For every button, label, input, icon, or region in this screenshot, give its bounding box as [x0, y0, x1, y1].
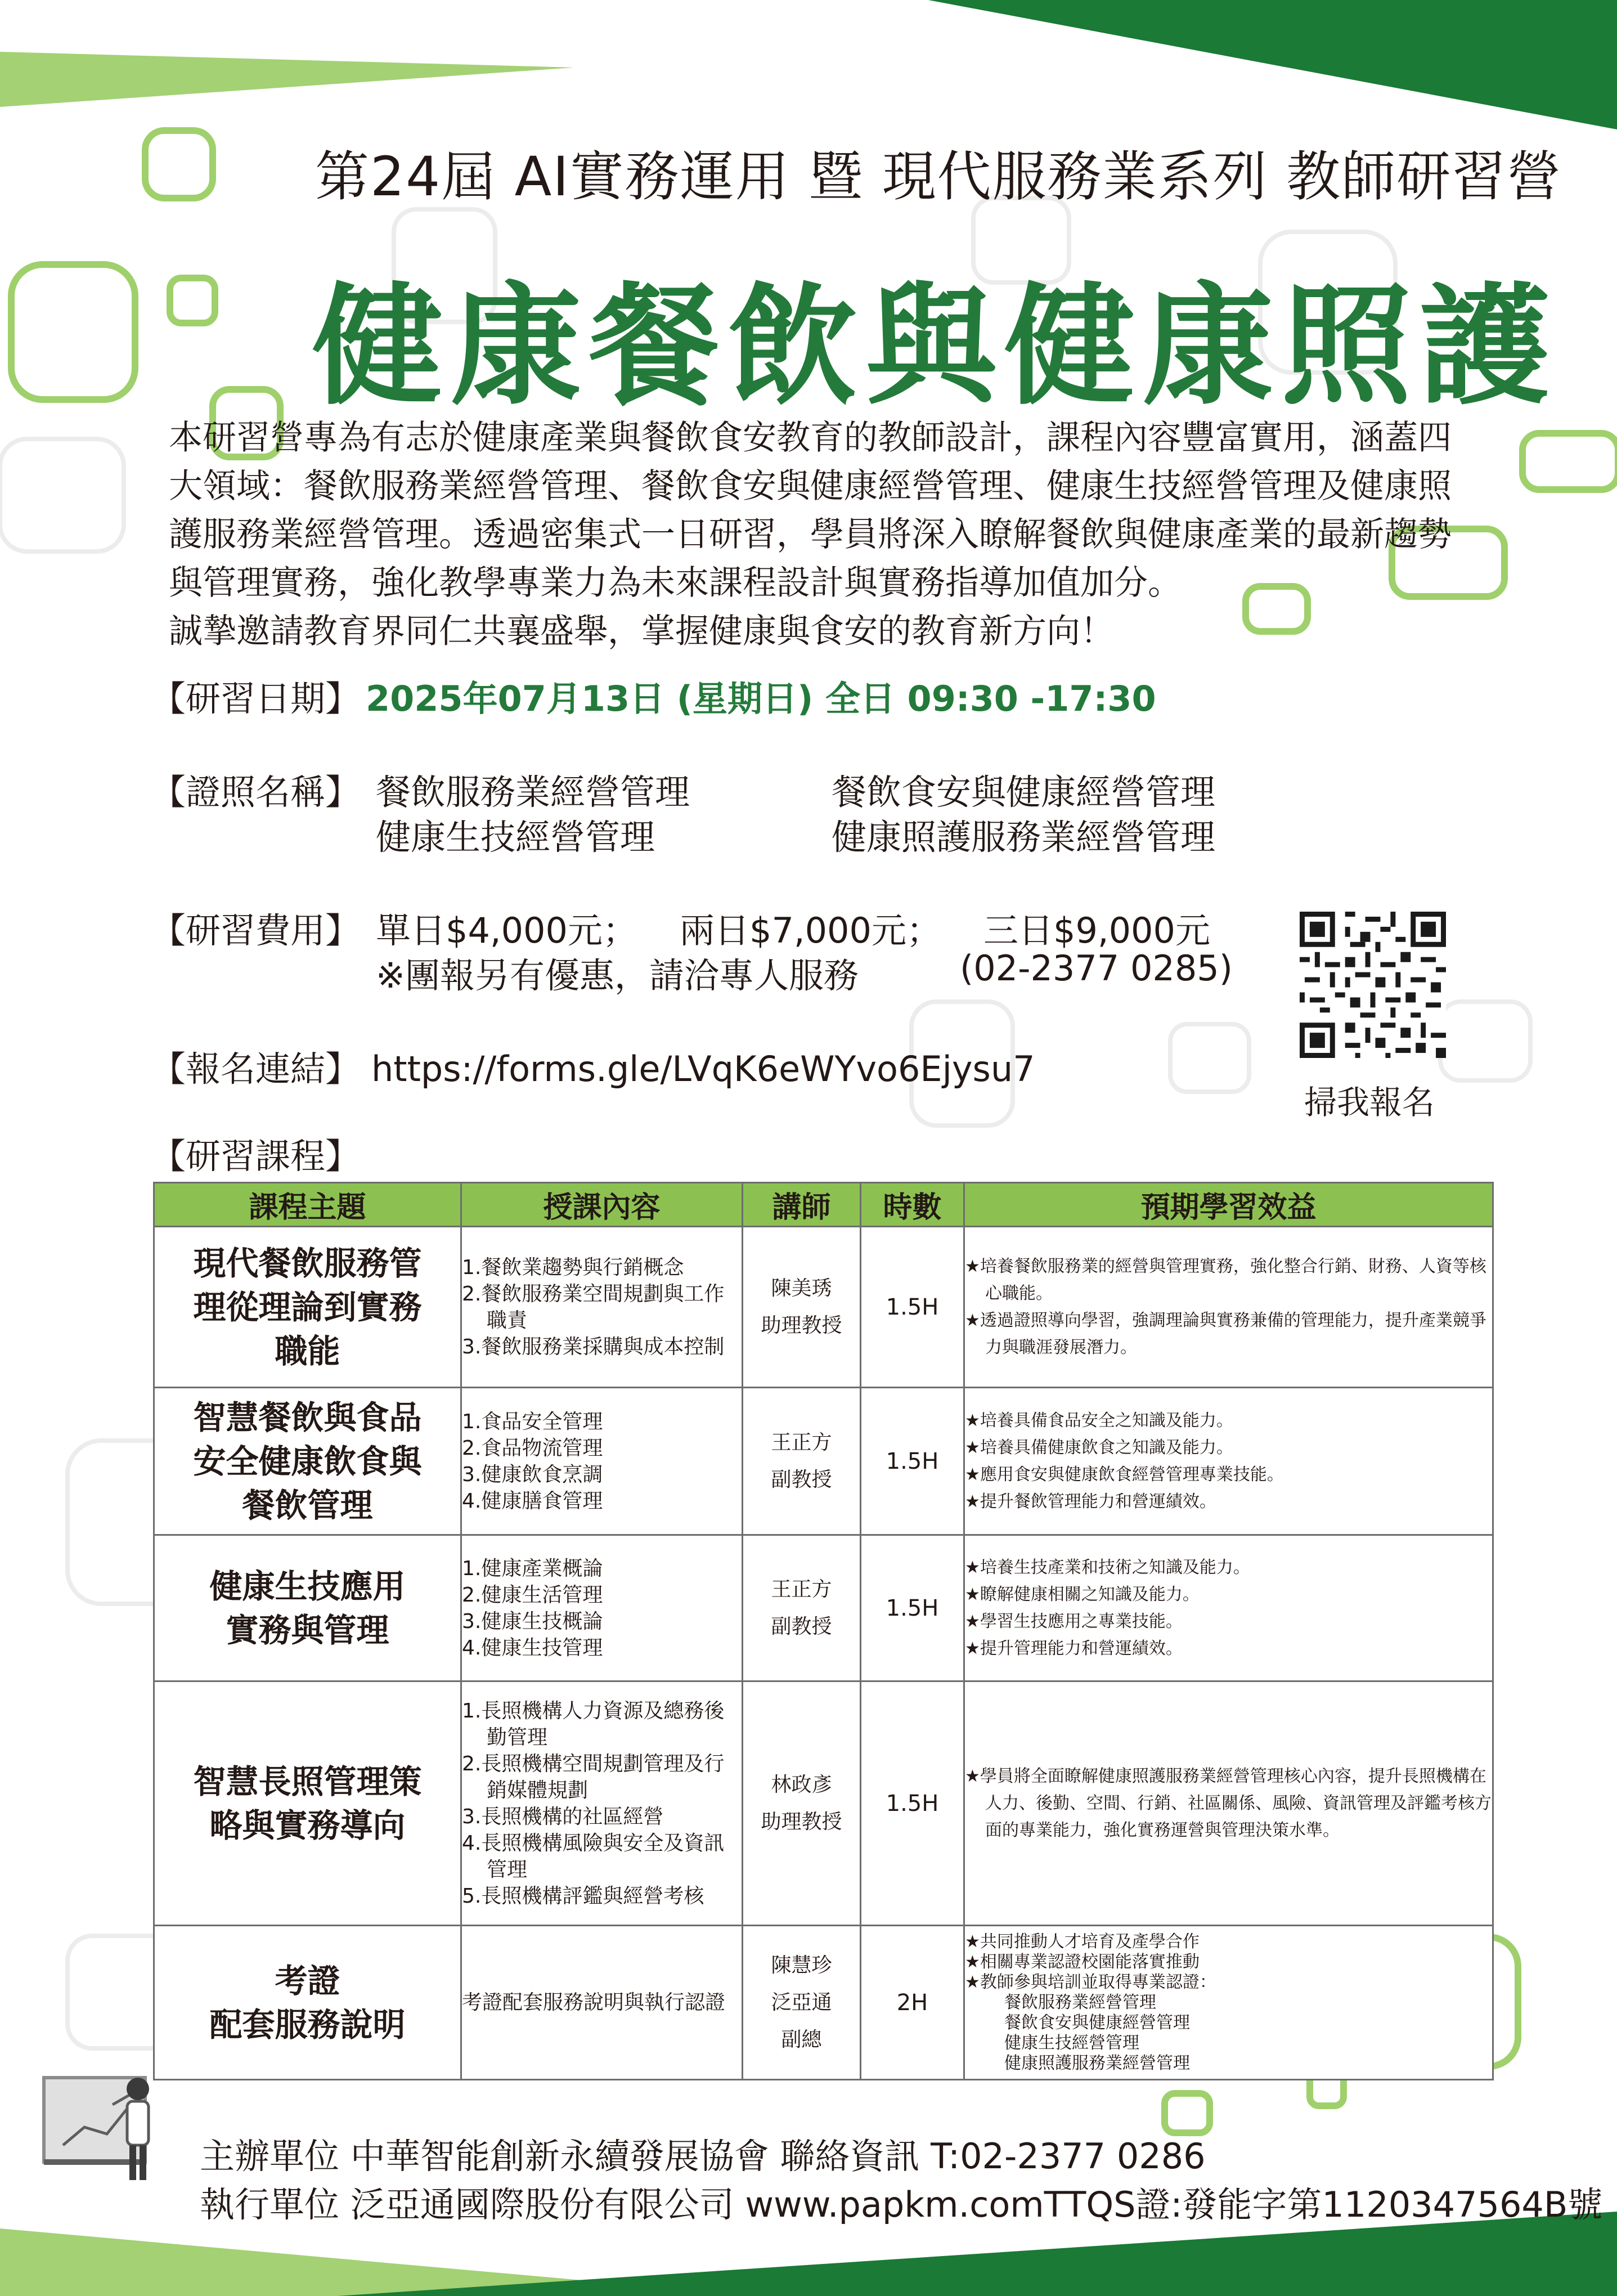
teacher-name: 陳美琇 [771, 1276, 832, 1300]
event-subtitle: 第24屆 AI實務運用 暨 現代服務業系列 教師研習營 [315, 145, 1562, 208]
topic-line: 考證 [275, 1961, 340, 2000]
content-item: 4.長照機構風險與安全及資訊管理 [462, 1831, 725, 1881]
content-item: 2.餐飲服務業空間規劃與工作職責 [462, 1282, 725, 1332]
topic-line: 配套服務說明 [209, 2005, 406, 2044]
course-topic [154, 1535, 461, 1681]
benefit-item: ★培養具備健康飲食之知識及能力。 [965, 1437, 1233, 1458]
course-topic [154, 1681, 461, 1926]
content-item: 考證配套服務說明與執行認證 [462, 1991, 726, 2014]
deco-square [145, 131, 213, 198]
benefit-item: ★教師參與培訓並取得專業認證： [965, 1972, 1216, 1992]
course-hours: 1.5H [861, 1388, 964, 1535]
topic-line: 智慧餐飲與食品 [193, 1398, 422, 1437]
content-item: 3.健康生技概論 [462, 1609, 603, 1633]
header-cell: 授課內容 [461, 1183, 743, 1227]
benefit-item: ★透過證照導向學習，強調理論與實務兼備的管理能力，提升產業競爭力與職涯發展潛力。 [965, 1310, 1486, 1357]
content-item: 3.健康飲食烹調 [462, 1463, 603, 1486]
page-title: 健康餐飲與健康照護 [312, 271, 1558, 423]
table-header-row [154, 1183, 1493, 1227]
fee-phone: (02-2377 0285) [960, 948, 1233, 989]
table-row [154, 1388, 1493, 1535]
qr-caption: 掃我報名 [1304, 1083, 1435, 1122]
deco-square [170, 278, 215, 323]
benefit-item: ★培養餐飲服務業的經營與管理實務，強化整合行銷、財務、人資等核心職能。 [965, 1256, 1486, 1303]
deco-square [1522, 433, 1617, 490]
faint-square [0, 439, 124, 551]
cert-label: 【證照名稱】 [151, 772, 361, 813]
header-cell: 預期學習效益 [964, 1183, 1493, 1227]
content-item: 2.食品物流管理 [462, 1436, 603, 1460]
course-benefits [964, 1926, 1493, 2080]
course-hours: 1.5H [861, 1227, 964, 1388]
courses-label: 【研習課程】 [151, 1136, 361, 1177]
content-item: 1.餐飲業趨勢與行銷概念 [462, 1255, 684, 1279]
benefit-sub-item: 餐飲食安與健康經營管理 [1004, 2012, 1190, 2033]
content-item: 4.健康生技管理 [462, 1636, 603, 1660]
topic-line: 略與實務導向 [209, 1806, 406, 1845]
teacher-title: 助理教授 [761, 1313, 842, 1337]
course-benefits [964, 1535, 1493, 1681]
date-value: 2025年07月13日 (星期日) 全日 09:30 -17:30 [366, 678, 1156, 719]
topic-line: 實務與管理 [226, 1611, 389, 1649]
content-item: 2.長照機構空間規劃管理及行銷媒體規劃 [462, 1752, 725, 1802]
cert-item: 健康生技經營管理 [376, 817, 655, 858]
topic-line: 理從理論到實務 [193, 1288, 422, 1326]
course-hours: 1.5H [861, 1535, 964, 1681]
course-teacher [743, 1388, 861, 1535]
teacher-name: 王正方 [771, 1430, 832, 1454]
benefit-item: ★培養具備食品安全之知識及能力。 [965, 1410, 1233, 1430]
fee-label: 【研習費用】 [151, 910, 361, 951]
benefit-item: ★應用食安與健康飲食經營管理專業技能。 [965, 1464, 1284, 1485]
teacher-title: 副教授 [771, 1615, 832, 1638]
content-item: 2.健康生活管理 [462, 1583, 603, 1607]
table-row [154, 1681, 1493, 1926]
topic-line: 智慧長照管理策 [193, 1762, 422, 1801]
topic-line: 健康生技應用 [209, 1567, 406, 1606]
course-teacher [743, 1535, 861, 1681]
benefit-item: ★共同推動人才培育及產學合作 [965, 1931, 1200, 1952]
teacher-name: 林政彥 [771, 1773, 832, 1796]
content-item: 5.長照機構評鑑與經營考核 [462, 1884, 704, 1908]
date-row [151, 671, 1156, 721]
benefit-item: ★學習生技應用之專業技能。 [965, 1611, 1183, 1631]
course-topic [154, 1926, 461, 2080]
topic-line: 安全健康飲食與 [193, 1442, 422, 1481]
benefit-item: ★培養生技產業和技術之知識及能力。 [965, 1557, 1250, 1577]
fee-single: 單日$4,000元； [376, 910, 637, 951]
course-benefits [964, 1388, 1493, 1535]
teacher-title: 副總 [781, 2028, 822, 2051]
benefit-item: ★相關專業認證校園能落實推動 [965, 1952, 1200, 1972]
topic-line: 餐飲管理 [242, 1486, 373, 1524]
benefit-sub-item: 健康照護服務業經營管理 [1004, 2053, 1190, 2073]
benefit-sub-item: 健康生技經營管理 [1004, 2033, 1139, 2053]
register-link[interactable]: https://forms.gle/LVqK6eWYvo6Ejysu7 [371, 1048, 1035, 1089]
deco-square [11, 264, 135, 400]
teacher-title: 副教授 [771, 1468, 832, 1491]
register-row [151, 1041, 1035, 1091]
cert-item: 餐飲服務業經營管理 [376, 772, 690, 813]
register-label: 【報名連結】 [151, 1048, 361, 1089]
faint-square [1440, 1002, 1530, 1080]
content-item: 3.餐飲服務業採購與成本控制 [462, 1335, 725, 1358]
benefit-item: ★提升餐飲管理能力和營運績效。 [965, 1491, 1216, 1512]
course-content [461, 1388, 743, 1535]
course-topic [154, 1388, 461, 1535]
intro-line: 與管理實務，強化教學專業力為未來課程設計與實務指導加值加分。 [169, 563, 1182, 603]
content-item: 4.健康膳食管理 [462, 1489, 603, 1513]
benefit-sub-item: 餐飲服務業經營管理 [1004, 1992, 1156, 2012]
table-row [154, 1926, 1493, 2080]
date-label: 【研習日期】 [151, 678, 361, 719]
content-item: 1.食品安全管理 [462, 1410, 603, 1433]
course-content [461, 1227, 743, 1388]
top-right-green-band [928, 0, 1617, 129]
fee-double: 兩日$7,000元； [680, 910, 941, 951]
teacher-name: 王正方 [771, 1577, 832, 1601]
content-item: 1.長照機構人力資源及總務後勤管理 [462, 1699, 725, 1749]
header-cell: 講師 [743, 1183, 861, 1227]
header-cell: 課程主題 [154, 1183, 461, 1227]
topic-line: 職能 [275, 1331, 340, 1370]
course-content [461, 1926, 743, 2080]
topic-line: 現代餐飲服務管 [193, 1244, 422, 1282]
teacher-title: 助理教授 [761, 1810, 842, 1833]
benefit-item: ★學員將全面瞭解健康照護服務業經營管理核心內容，提升長照機構在人力、後勤、空間、行銷、社區關係、風險、資訊管理及評鑑考核方面的專業能力，強化實務運營與管理決策水準。 [965, 1766, 1492, 1840]
cert-item: 餐飲食安與健康經營管理 [832, 772, 1216, 813]
intro-line: 大領域：餐飲服務業經營管理、餐飲食安與健康經營管理、健康生技經營管理及健康照 [169, 467, 1452, 506]
course-content [461, 1681, 743, 1926]
course-table [153, 1182, 1494, 2080]
cert-item: 健康照護服務業經營管理 [832, 817, 1216, 858]
table-row [154, 1535, 1493, 1681]
table-row [154, 1227, 1493, 1388]
benefit-item: ★提升管理能力和營運績效。 [965, 1638, 1183, 1658]
intro-line: 本研習營專為有志於健康產業與餐飲食安教育的教師設計，課程內容豐富實用，涵蓋四 [169, 418, 1452, 458]
course-teacher [743, 1227, 861, 1388]
registration-qr-code[interactable] [1300, 912, 1446, 1058]
header-cell: 時數 [861, 1183, 964, 1227]
fee-triple: 三日$9,000元 [983, 910, 1210, 951]
benefit-item: ★瞭解健康相關之知識及能力。 [965, 1584, 1200, 1604]
course-topic [154, 1227, 461, 1388]
content-item: 3.長照機構的社區經營 [462, 1805, 664, 1828]
course-benefits [964, 1227, 1493, 1388]
executor-line: 執行單位 泛亞通國際股份有限公司 www.papkm.comTTQS證:發能字第1120347564B號 [200, 2184, 1603, 2225]
course-teacher [743, 1681, 861, 1926]
organizer-line: 主辦單位 中華智能創新永續發展協會 聯絡資訊 T:02-2377 0286 [200, 2136, 1206, 2177]
intro-paragraph [169, 414, 1497, 656]
teacher-company: 泛亞通 [771, 1990, 832, 2014]
top-left-green-band [0, 52, 574, 107]
teacher-name: 陳慧珍 [771, 1953, 832, 1977]
fee-group-note: ※團報另有優惠，請洽專人服務 [376, 955, 859, 996]
intro-line: 護服務業經營管理。透過密集式一日研習，學員將深入瞭解餐飲與健康產業的最新趨勢 [169, 515, 1452, 554]
course-benefits [964, 1681, 1493, 1926]
course-content [461, 1535, 743, 1681]
teacher-illustration [44, 2078, 149, 2180]
course-hours: 2H [861, 1926, 964, 2080]
course-teacher [743, 1926, 861, 2080]
faint-square [1170, 1024, 1249, 1092]
course-hours: 1.5H [861, 1681, 964, 1926]
intro-line: 誠摯邀請教育界同仁共襄盛舉，掌握健康與食安的教育新方向！ [169, 612, 1114, 651]
deco-square [1165, 2093, 1210, 2133]
content-item: 1.健康產業概論 [462, 1557, 603, 1580]
